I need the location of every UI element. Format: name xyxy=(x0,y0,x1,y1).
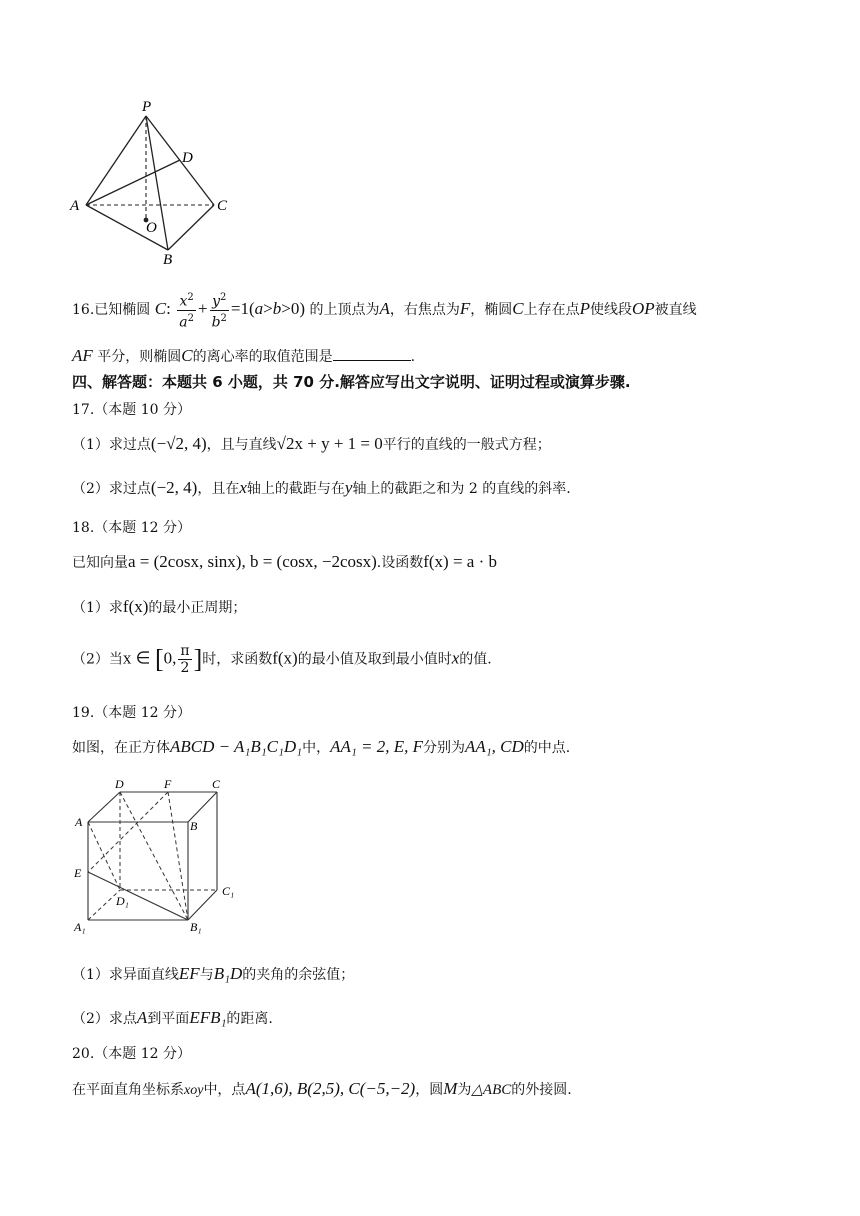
q16-point-p: P xyxy=(579,299,590,319)
q18-p2-end: 的最小值及取到最小值时 xyxy=(297,651,452,668)
cube-label-d: D xyxy=(115,777,124,791)
q18-p2-func: f(x) xyxy=(272,648,298,668)
q19-cube: ABCD − A₁B₁C₁D₁ xyxy=(170,737,303,756)
cube-label-e: E xyxy=(74,866,82,880)
q19-p1-bd: B₁D xyxy=(213,964,243,983)
q19-p2-plane: EFB₁ xyxy=(189,1008,227,1027)
q20-title: 20.（本题 12 分） xyxy=(72,1046,191,1062)
cube-figure xyxy=(70,774,250,938)
q20-m: M xyxy=(443,1079,458,1098)
q19-intro xyxy=(72,737,570,758)
label-d: D xyxy=(182,150,193,166)
q16-text1: 已知椭圆 xyxy=(94,302,151,319)
q16-ellipse-name-2: C xyxy=(512,299,524,319)
q18-p2-two: 2 xyxy=(180,660,190,676)
q19-p2-mid: 到平面 xyxy=(147,1011,190,1027)
q18-p2-x: x ∈ xyxy=(122,648,151,668)
q19-intro-c: 分别为 xyxy=(423,740,465,756)
q16-line2 xyxy=(72,346,415,367)
q16-text9: 的离心率的取值范围是 xyxy=(192,349,333,365)
q18-p2-interval: 0, xyxy=(163,648,177,668)
cube-label-a: A xyxy=(75,815,83,829)
q18-p2-pi: π xyxy=(180,643,190,659)
q17-p2-label: （2）求过点 xyxy=(72,481,151,497)
q16-point-f: F xyxy=(459,299,471,319)
q18-p2-x2: x xyxy=(451,648,460,668)
q16-line-af: AF xyxy=(72,346,93,365)
q16-point-a: A xyxy=(379,299,390,319)
q20-points: A(1,6), B(2,5), C(−5,−2) xyxy=(245,1079,416,1098)
q16-segment: OP xyxy=(631,299,655,319)
q18-intro-b: .设函数 xyxy=(376,555,424,571)
q16-line1: 16.已知椭圆 C: $\frac{x^2}{a^2}$ + $\frac{y^2}{b^2}$ =1(a>b>0) 的上顶点为A，右焦点为F，椭圆C上存在点P使线段OP被直线 xyxy=(72,292,697,331)
q17-p1-label: （1）求过点 xyxy=(72,437,151,453)
q16-ellipse-name-3: C xyxy=(181,346,193,365)
q17-part1 xyxy=(72,434,551,455)
q18-intro-a: 已知向量 xyxy=(72,555,128,571)
q18-p1-label: （1）求 xyxy=(72,600,123,616)
q16-text4: ，椭圆 xyxy=(470,302,513,319)
cube-label-a1: A₁ xyxy=(74,920,86,934)
q19-p2-label: （2）求点 xyxy=(72,1011,137,1027)
q18-part1 xyxy=(72,597,246,618)
q20-intro xyxy=(72,1079,572,1101)
q19-part2 xyxy=(72,1008,273,1029)
q19-p1-ef: EF xyxy=(178,964,200,983)
q17-part2 xyxy=(72,478,571,499)
q17-p2-mid2: 轴上的截距与在 xyxy=(246,481,345,497)
section4-heading: 四、解答题：本题共 6 小题，共 70 分.解答应写出文字说明、证明过程或演算步骤. xyxy=(72,373,631,391)
cube-label-c1: C₁ xyxy=(222,884,235,898)
q18-function: f(x) = a · b xyxy=(423,552,498,571)
q20-xoy: xoy xyxy=(184,1083,204,1098)
q17-p1-end: 平行的直线的一般式方程； xyxy=(382,437,551,453)
q17-title: 17.（本题 10 分） xyxy=(72,402,191,418)
label-p: P xyxy=(142,99,152,115)
q17-p1-point: (−√2, 4) xyxy=(150,434,207,453)
q16-answer-blank xyxy=(333,346,411,361)
q18-intro xyxy=(72,552,497,573)
q17-p2-x: x xyxy=(239,478,247,497)
label-c: C xyxy=(217,198,228,214)
tetrahedron-figure xyxy=(64,98,254,268)
q19-intro-a: 如图，在正方体 xyxy=(72,740,170,756)
q17-p2-point: (−2, 4) xyxy=(150,478,198,497)
q19-p2-a: A xyxy=(136,1008,148,1027)
q18-p2-end2: 的值. xyxy=(459,651,492,668)
q16-text7: 被直线 xyxy=(654,302,697,319)
q16-text8: 平分，则椭圆 xyxy=(97,349,182,365)
cube-label-b: B xyxy=(190,819,198,833)
q16-text3: ，右焦点为 xyxy=(389,302,460,319)
q17-p1-line: √2x + y + 1 = 0 xyxy=(276,434,383,453)
q18-part2: （2）当x ∈ [0, $\frac{\pi}{2}$ ]时，求函数f(x)的最小值及取到最小值时x的值. xyxy=(72,643,492,676)
q18-p1-func: f(x) xyxy=(122,597,149,616)
q20-intro-d: 为 xyxy=(457,1082,472,1098)
q18-p2-mid: 时，求函数 xyxy=(202,651,273,668)
q19-p2-end: 的距离. xyxy=(226,1011,273,1027)
q19-cond: AA₁ = 2, E, F xyxy=(330,737,423,756)
q19-mids: AA₁, CD xyxy=(465,737,524,756)
q20-intro-e: 的外接圆. xyxy=(511,1082,572,1098)
q20-intro-c: ，圆 xyxy=(415,1082,444,1098)
q19-intro-d: 的中点. xyxy=(523,740,571,756)
q19-intro-b: 中， xyxy=(302,740,331,756)
q19-p1-end: 的夹角的余弦值； xyxy=(242,967,355,983)
q20-intro-b: 中，点 xyxy=(203,1082,246,1098)
q19-p1-mid: 与 xyxy=(199,967,214,983)
cube-label-f: F xyxy=(164,777,172,791)
cube-label-c: C xyxy=(212,777,221,791)
cube-label-d1: D₁ xyxy=(116,894,129,908)
q20-intro-a: 在平面直角坐标系 xyxy=(72,1082,184,1098)
q16-text6: 使线段 xyxy=(589,302,632,319)
q19-p1-label: （1）求异面直线 xyxy=(72,967,179,983)
q17-p2-y: y xyxy=(344,478,353,497)
q16-ellipse-name: C xyxy=(154,299,167,319)
q19-part1 xyxy=(72,964,354,985)
q18-title: 18.（本题 12 分） xyxy=(72,520,191,536)
q18-vectors: a = (2cosx, sinx), b = (cosx, −2cosx) xyxy=(128,552,377,571)
q16-end: . xyxy=(410,349,416,365)
q16-text5: 上存在点 xyxy=(523,302,580,319)
q20-triangle: △ABC xyxy=(471,1082,512,1098)
q17-p2-mid: ，且在 xyxy=(197,481,240,497)
label-a: A xyxy=(70,198,80,214)
cube-label-b1: B₁ xyxy=(190,920,202,934)
q16-text2: 的上顶点为 xyxy=(309,302,380,319)
q17-p1-mid: ，且与直线 xyxy=(206,437,277,453)
q16-number: 16. xyxy=(72,302,95,319)
label-b: B xyxy=(163,252,173,268)
label-o: O xyxy=(146,220,157,236)
q19-title: 19.（本题 12 分） xyxy=(72,705,191,721)
q18-p1-end: 的最小正周期； xyxy=(148,600,247,616)
q17-p2-end: 轴上的截距之和为 2 的直线的斜率. xyxy=(352,481,571,497)
q18-p2-label: （2）当 xyxy=(72,651,123,668)
